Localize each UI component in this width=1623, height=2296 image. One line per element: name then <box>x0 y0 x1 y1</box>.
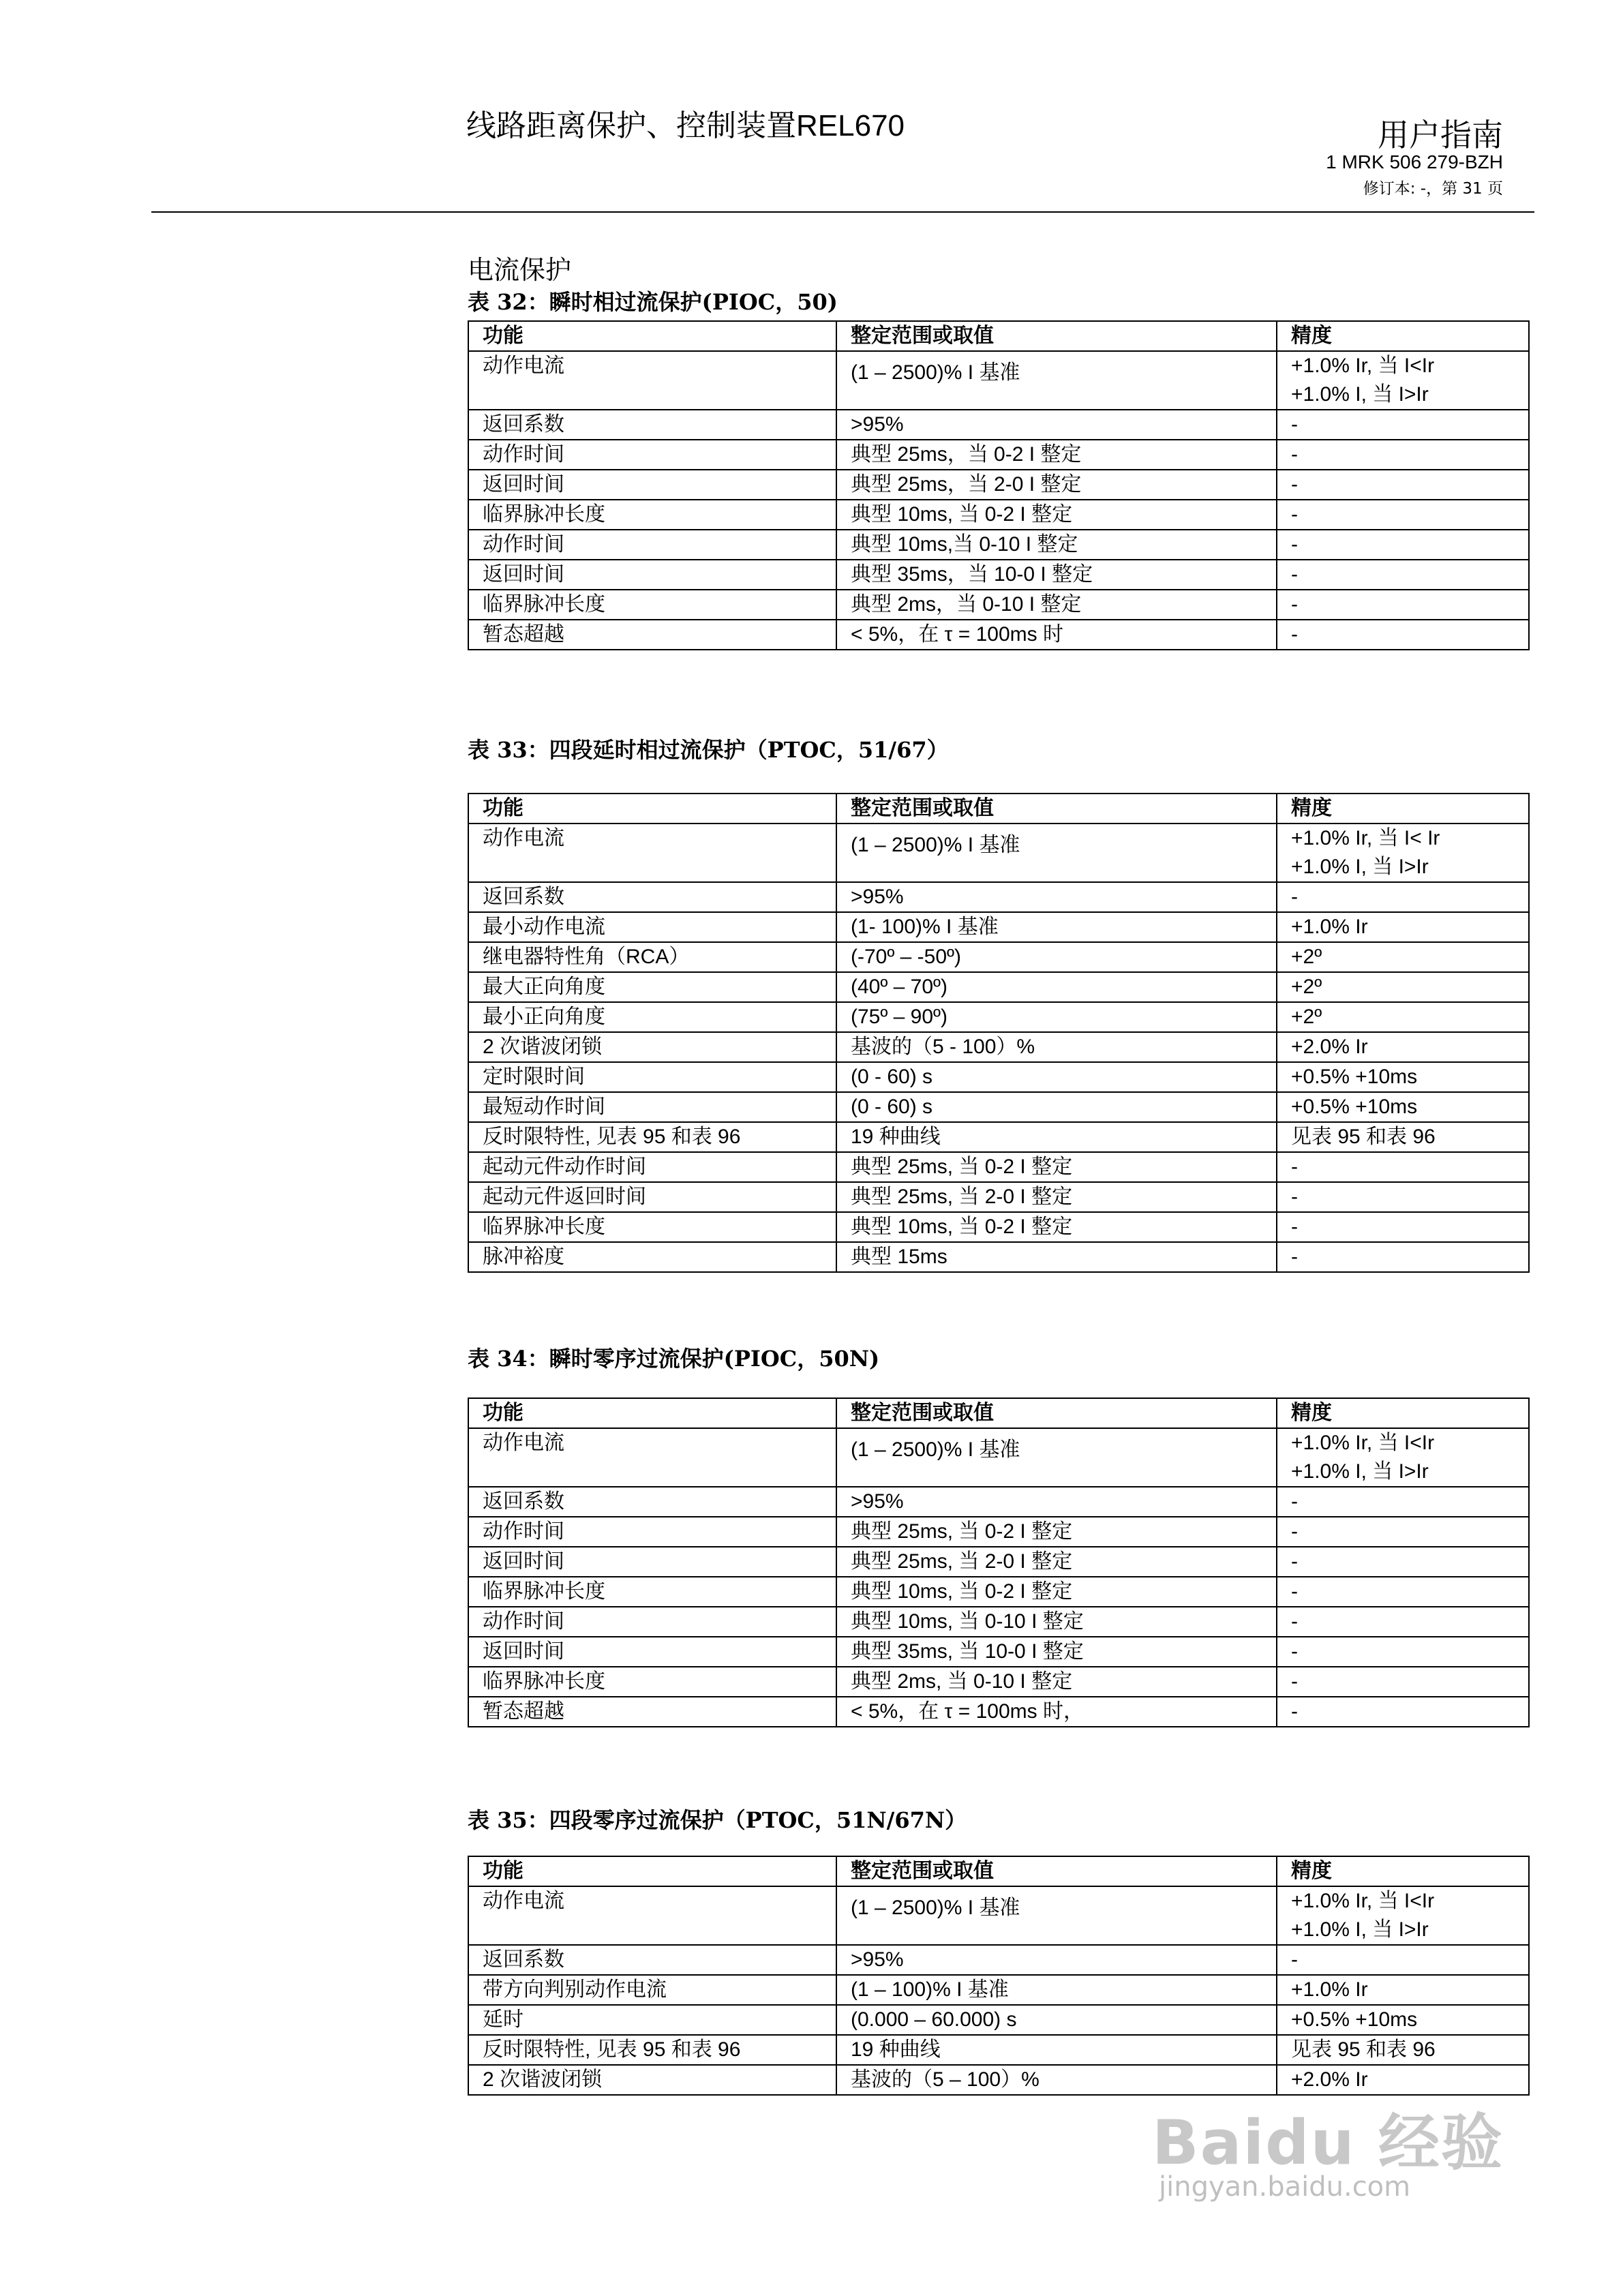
function-cell: 返回时间 <box>468 1637 836 1667</box>
range-cell: >95% <box>836 882 1277 912</box>
accuracy-cell: +1.0% Ir, 当 I< Ir +1.0% I, 当 I>Ir <box>1277 824 1529 882</box>
range-cell: 典型 2ms, 当 0-10 I 整定 <box>836 1667 1277 1697</box>
function-cell: 2 次谐波闭锁 <box>468 1032 836 1062</box>
table-row <box>468 1607 1529 1637</box>
accuracy-cell: - <box>1277 1577 1529 1607</box>
table-row <box>468 824 1529 882</box>
table-header-row <box>468 794 1529 824</box>
range-cell: >95% <box>836 410 1277 440</box>
table-row <box>468 351 1529 410</box>
column-header: 功能 <box>468 1856 836 1886</box>
table-row <box>468 1577 1529 1607</box>
range-cell: 典型 15ms <box>836 1242 1277 1272</box>
table-33-caption: 表 33：四段延时相过流保护（PTOC，51/67） <box>468 737 949 763</box>
revision-page: 修订本: -，第 31 页 <box>1363 180 1503 198</box>
table-header-row <box>468 1398 1529 1428</box>
accuracy-cell: - <box>1277 470 1529 500</box>
range-cell: (1 – 2500)% I 基准 <box>836 1886 1277 1945</box>
function-cell: 最大正向角度 <box>468 972 836 1002</box>
accuracy-cell: - <box>1277 1242 1529 1272</box>
function-cell: 临界脉冲长度 <box>468 1667 836 1697</box>
function-cell: 动作电流 <box>468 351 836 410</box>
table-row <box>468 1637 1529 1667</box>
function-cell: 动作时间 <box>468 1607 836 1637</box>
accuracy-cell: +0.5% +10ms <box>1277 2005 1529 2035</box>
table-33 <box>468 793 1530 1273</box>
table-34 <box>468 1398 1530 1727</box>
table-row <box>468 1547 1529 1577</box>
table-row <box>468 1667 1529 1697</box>
section-title: 电流保护 <box>468 256 572 285</box>
function-cell: 返回时间 <box>468 560 836 590</box>
table-row <box>468 1428 1529 1487</box>
table-row <box>468 1517 1529 1547</box>
accuracy-cell: - <box>1277 1945 1529 1975</box>
function-cell: 延时 <box>468 2005 836 2035</box>
document-title: 线路距离保护、控制装置REL670 <box>466 109 905 142</box>
range-cell: 19 种曲线 <box>836 1122 1277 1152</box>
range-cell: (0.000 – 60.000) s <box>836 2005 1277 2035</box>
document-id: 1 MRK 506 279-BZH <box>1326 151 1503 172</box>
table-row <box>468 470 1529 500</box>
accuracy-cell: +2º <box>1277 942 1529 972</box>
table-header-row <box>468 321 1529 351</box>
range-cell: 典型 35ms，当 10-0 I 整定 <box>836 560 1277 590</box>
function-cell: 临界脉冲长度 <box>468 500 836 530</box>
accuracy-cell: - <box>1277 1182 1529 1212</box>
function-cell: 动作时间 <box>468 440 836 470</box>
function-cell: 2 次谐波闭锁 <box>468 2065 836 2095</box>
watermark-logo: Baidu 经验 <box>1152 2107 1504 2179</box>
accuracy-cell: - <box>1277 1517 1529 1547</box>
column-header: 整定范围或取值 <box>836 1856 1277 1886</box>
table-row <box>468 1945 1529 1975</box>
table-row <box>468 590 1529 620</box>
function-cell: 返回时间 <box>468 470 836 500</box>
accuracy-cell: - <box>1277 1152 1529 1182</box>
accuracy-cell: - <box>1277 410 1529 440</box>
accuracy-cell: - <box>1277 1547 1529 1577</box>
table-row <box>468 440 1529 470</box>
table-32-caption: 表 32：瞬时相过流保护(PIOC，50) <box>468 289 838 315</box>
range-cell: 典型 25ms，当 0-2 I 整定 <box>836 440 1277 470</box>
range-cell: 典型 25ms, 当 2-0 I 整定 <box>836 1182 1277 1212</box>
table-row <box>468 942 1529 972</box>
function-cell: 暂态超越 <box>468 620 836 650</box>
accuracy-cell: - <box>1277 1487 1529 1517</box>
table-row <box>468 1697 1529 1727</box>
table-34-caption: 表 34：瞬时零序过流保护(PIOC，50N) <box>468 1346 880 1372</box>
function-cell: 最小动作电流 <box>468 912 836 942</box>
function-cell: 临界脉冲长度 <box>468 590 836 620</box>
accuracy-cell: - <box>1277 590 1529 620</box>
column-header: 整定范围或取值 <box>836 794 1277 824</box>
accuracy-cell: - <box>1277 882 1529 912</box>
accuracy-cell: +2.0% Ir <box>1277 2065 1529 2095</box>
column-header: 精度 <box>1277 794 1529 824</box>
table-row <box>468 2035 1529 2065</box>
range-cell: (0 - 60) s <box>836 1092 1277 1122</box>
function-cell: 暂态超越 <box>468 1697 836 1727</box>
table-row <box>468 530 1529 560</box>
range-cell: (-70º – -50º) <box>836 942 1277 972</box>
table-row <box>468 1152 1529 1182</box>
range-cell: 基波的（5 - 100）% <box>836 1032 1277 1062</box>
range-cell: (1 – 2500)% I 基准 <box>836 1428 1277 1487</box>
function-cell: 动作时间 <box>468 1517 836 1547</box>
range-cell: 典型 35ms, 当 10-0 I 整定 <box>836 1637 1277 1667</box>
table-row <box>468 1062 1529 1092</box>
accuracy-cell: +1.0% Ir, 当 I<Ir +1.0% I, 当 I>Ir <box>1277 1428 1529 1487</box>
header-divider <box>151 211 1534 213</box>
accuracy-cell: +1.0% Ir, 当 I<Ir +1.0% I, 当 I>Ir <box>1277 1886 1529 1945</box>
table-row <box>468 2065 1529 2095</box>
function-cell: 临界脉冲长度 <box>468 1577 836 1607</box>
range-cell: (40º – 70º) <box>836 972 1277 1002</box>
range-cell: >95% <box>836 1487 1277 1517</box>
table-35-caption: 表 35：四段零序过流保护（PTOC，51N/67N） <box>468 1807 967 1833</box>
table-row <box>468 1092 1529 1122</box>
table-row <box>468 1487 1529 1517</box>
column-header: 整定范围或取值 <box>836 321 1277 351</box>
range-cell: (0 - 60) s <box>836 1062 1277 1092</box>
table-35 <box>468 1856 1530 2096</box>
table-32 <box>468 320 1530 650</box>
range-cell: (1- 100)% I 基准 <box>836 912 1277 942</box>
range-cell: 典型 25ms，当 2-0 I 整定 <box>836 470 1277 500</box>
accuracy-cell: - <box>1277 620 1529 650</box>
function-cell: 返回时间 <box>468 1547 836 1577</box>
accuracy-cell: +0.5% +10ms <box>1277 1062 1529 1092</box>
range-cell: < 5%，在 τ = 100ms 时， <box>836 1697 1277 1727</box>
table-row <box>468 1242 1529 1272</box>
function-cell: 动作电流 <box>468 824 836 882</box>
range-cell: 典型 10ms, 当 0-2 I 整定 <box>836 500 1277 530</box>
range-cell: 典型 25ms, 当 0-2 I 整定 <box>836 1152 1277 1182</box>
table-row <box>468 1975 1529 2005</box>
function-cell: 继电器特性角（RCA） <box>468 942 836 972</box>
accuracy-cell: +1.0% Ir <box>1277 1975 1529 2005</box>
accuracy-cell: - <box>1277 1212 1529 1242</box>
function-cell: 动作时间 <box>468 530 836 560</box>
column-header: 功能 <box>468 321 836 351</box>
column-header: 精度 <box>1277 1398 1529 1428</box>
table-row <box>468 912 1529 942</box>
column-header: 精度 <box>1277 321 1529 351</box>
column-header: 精度 <box>1277 1856 1529 1886</box>
accuracy-cell: +1.0% Ir <box>1277 912 1529 942</box>
function-cell: 最短动作时间 <box>468 1092 836 1122</box>
function-cell: 起动元件返回时间 <box>468 1182 836 1212</box>
function-cell: 临界脉冲长度 <box>468 1212 836 1242</box>
range-cell: 典型 25ms, 当 0-2 I 整定 <box>836 1517 1277 1547</box>
accuracy-cell: - <box>1277 560 1529 590</box>
table-header-row <box>468 1856 1529 1886</box>
range-cell: (75º – 90º) <box>836 1002 1277 1032</box>
table-row <box>468 410 1529 440</box>
range-cell: 典型 10ms, 当 0-2 I 整定 <box>836 1212 1277 1242</box>
function-cell: 最小正向角度 <box>468 1002 836 1032</box>
range-cell: 19 种曲线 <box>836 2035 1277 2065</box>
range-cell: 典型 10ms, 当 0-10 I 整定 <box>836 1607 1277 1637</box>
table-row <box>468 882 1529 912</box>
table-row <box>468 1886 1529 1945</box>
range-cell: 典型 25ms, 当 2-0 I 整定 <box>836 1547 1277 1577</box>
range-cell: (1 – 100)% I 基准 <box>836 1975 1277 2005</box>
accuracy-cell: +2º <box>1277 972 1529 1002</box>
column-header: 功能 <box>468 794 836 824</box>
range-cell: < 5%，在 τ = 100ms 时 <box>836 620 1277 650</box>
function-cell: 返回系数 <box>468 882 836 912</box>
function-cell: 返回系数 <box>468 1945 836 1975</box>
range-cell: 典型 10ms, 当 0-2 I 整定 <box>836 1577 1277 1607</box>
accuracy-cell: +1.0% Ir, 当 I<Ir +1.0% I, 当 I>Ir <box>1277 351 1529 410</box>
accuracy-cell: - <box>1277 1697 1529 1727</box>
function-cell: 返回系数 <box>468 410 836 440</box>
accuracy-cell: 见表 95 和表 96 <box>1277 2035 1529 2065</box>
table-row <box>468 620 1529 650</box>
function-cell: 动作电流 <box>468 1428 836 1487</box>
accuracy-cell: +2.0% Ir <box>1277 1032 1529 1062</box>
table-row <box>468 1122 1529 1152</box>
function-cell: 定时限时间 <box>468 1062 836 1092</box>
column-header: 整定范围或取值 <box>836 1398 1277 1428</box>
table-row <box>468 1182 1529 1212</box>
column-header: 功能 <box>468 1398 836 1428</box>
function-cell: 脉冲裕度 <box>468 1242 836 1272</box>
watermark-url: jingyan.baidu.com <box>1159 2171 1411 2203</box>
guide-label: 用户指南 <box>1378 117 1503 153</box>
table-row <box>468 2005 1529 2035</box>
table-row <box>468 1032 1529 1062</box>
accuracy-cell: - <box>1277 440 1529 470</box>
accuracy-cell: +2º <box>1277 1002 1529 1032</box>
range-cell: >95% <box>836 1945 1277 1975</box>
function-cell: 带方向判别动作电流 <box>468 1975 836 2005</box>
range-cell: (1 – 2500)% I 基准 <box>836 824 1277 882</box>
table-row <box>468 560 1529 590</box>
table-row <box>468 972 1529 1002</box>
accuracy-cell: - <box>1277 1667 1529 1697</box>
function-cell: 反时限特性, 见表 95 和表 96 <box>468 2035 836 2065</box>
accuracy-cell: - <box>1277 530 1529 560</box>
table-row <box>468 1212 1529 1242</box>
accuracy-cell: - <box>1277 500 1529 530</box>
function-cell: 返回系数 <box>468 1487 836 1517</box>
range-cell: 典型 2ms，当 0-10 I 整定 <box>836 590 1277 620</box>
table-row <box>468 1002 1529 1032</box>
function-cell: 动作电流 <box>468 1886 836 1945</box>
accuracy-cell: 见表 95 和表 96 <box>1277 1122 1529 1152</box>
accuracy-cell: +0.5% +10ms <box>1277 1092 1529 1122</box>
accuracy-cell: - <box>1277 1637 1529 1667</box>
range-cell: 典型 10ms,当 0-10 I 整定 <box>836 530 1277 560</box>
function-cell: 起动元件动作时间 <box>468 1152 836 1182</box>
range-cell: (1 – 2500)% I 基准 <box>836 351 1277 410</box>
range-cell: 基波的（5 – 100）% <box>836 2065 1277 2095</box>
function-cell: 反时限特性, 见表 95 和表 96 <box>468 1122 836 1152</box>
accuracy-cell: - <box>1277 1607 1529 1637</box>
table-row <box>468 500 1529 530</box>
